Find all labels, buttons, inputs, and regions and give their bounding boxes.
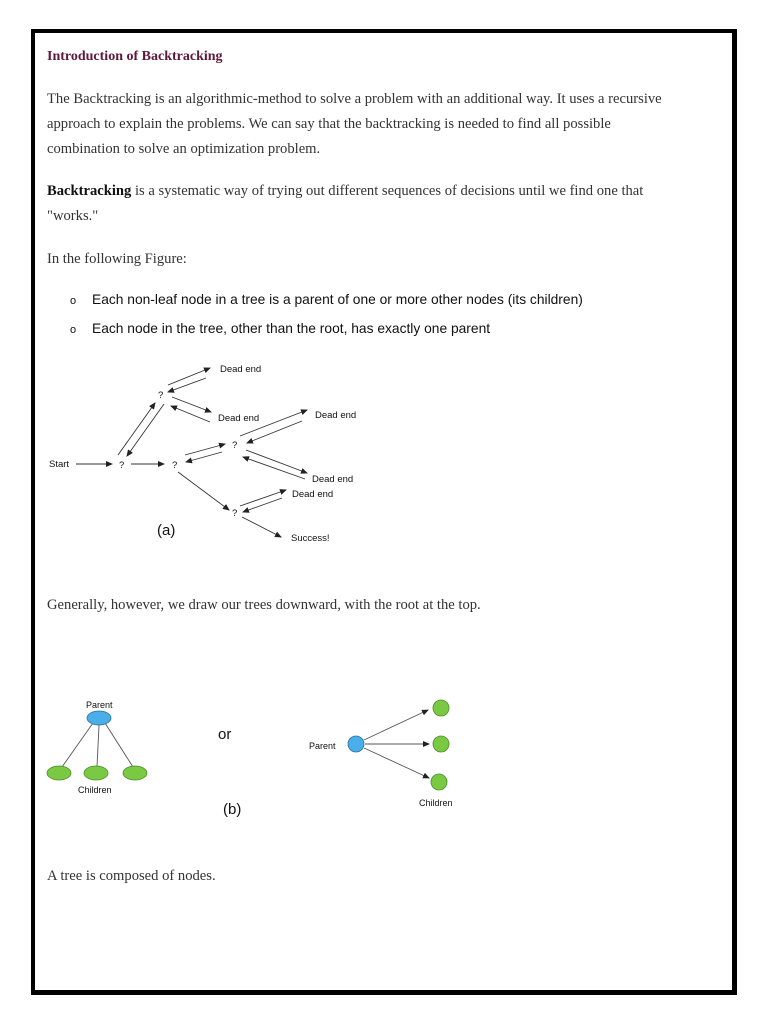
closing-text: A tree is composed of nodes. <box>47 868 216 884</box>
success-label: Success! <box>291 533 330 544</box>
question-node: ? <box>232 508 238 519</box>
start-label: Start <box>49 459 70 470</box>
child-node <box>433 736 449 752</box>
bullet-mark: o <box>70 324 77 336</box>
section-heading: Introduction of Backtracking <box>47 49 223 64</box>
definition-term: Backtracking <box>47 183 132 199</box>
question-node: ? <box>119 460 125 471</box>
question-node: ? <box>232 440 238 451</box>
dead-end-label: Dead end <box>220 364 262 375</box>
dead-end-label: Dead end <box>312 474 354 485</box>
following-text: In the following Figure: <box>47 251 187 267</box>
dead-end-label: Dead end <box>218 413 260 424</box>
child-node <box>84 766 108 780</box>
definition-rest: is a systematic way of trying out different sequences of decisions until we find one that <box>131 183 644 199</box>
parent-label: Parent <box>86 700 113 710</box>
question-node: ? <box>172 460 178 471</box>
dead-end-label: Dead end <box>292 489 334 500</box>
figure-b-caption: (b) <box>223 801 242 818</box>
bullet-text: Each node in the tree, other than the root, has exactly one parent <box>92 321 491 336</box>
children-label: Children <box>419 798 453 808</box>
intro-line-3: combination to solve an optimization problem. <box>47 141 321 157</box>
or-label: or <box>218 726 232 743</box>
intro-line-2: approach to explain the problems. We can say that the backtracking is needed to find all possible <box>47 116 611 132</box>
intro-line-1: The Backtracking is an algorithmic-method to solve a problem with an additional way. It uses a recursive <box>47 91 662 107</box>
parent-node <box>87 711 111 725</box>
definition-line-2: "works." <box>47 208 99 224</box>
parent-node <box>348 736 364 752</box>
children-label: Children <box>78 785 112 795</box>
figure-a-caption: (a) <box>157 522 176 539</box>
question-node: ? <box>158 390 164 401</box>
child-node <box>431 774 447 790</box>
child-node <box>433 700 449 716</box>
parent-label: Parent <box>309 741 336 751</box>
child-node <box>123 766 147 780</box>
generally-text: Generally, however, we draw our trees downward, with the root at the top. <box>47 597 481 613</box>
dead-end-label: Dead end <box>315 410 357 421</box>
child-node <box>47 766 71 780</box>
bullet-text: Each non-leaf node in a tree is a parent of one or more other nodes (its children) <box>92 292 583 307</box>
bullet-mark: o <box>70 295 77 307</box>
